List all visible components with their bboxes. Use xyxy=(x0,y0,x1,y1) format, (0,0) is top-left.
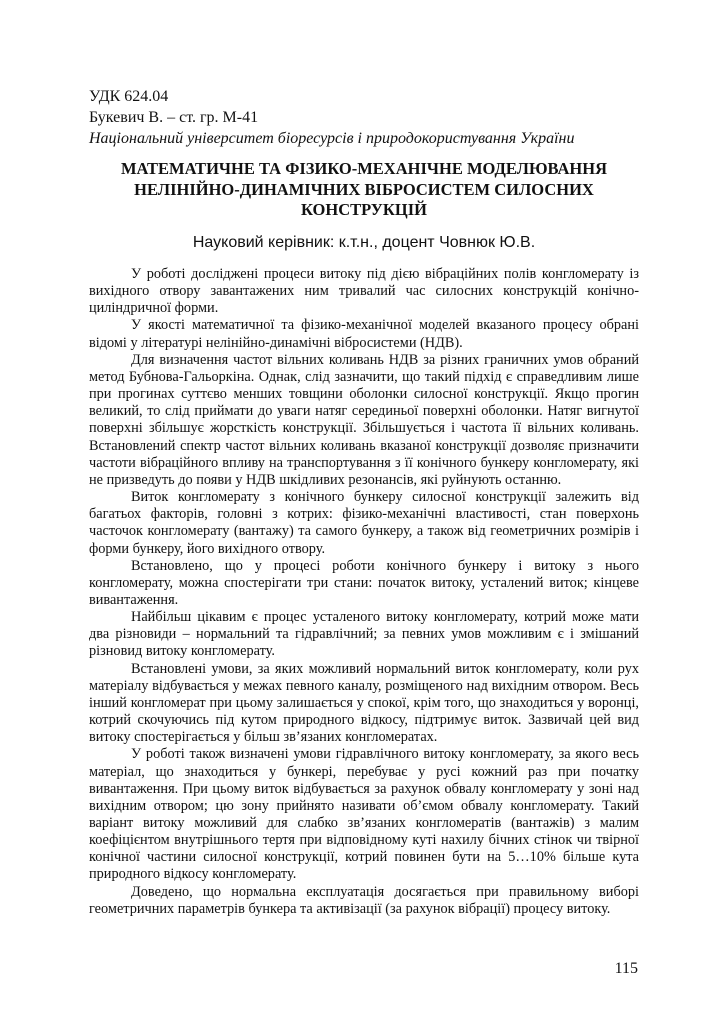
author-line: Букевич В. – ст. гр. М-41 xyxy=(89,109,259,126)
page-number: 115 xyxy=(614,960,638,977)
paragraph: Для визначення частот вільних коливань НДВ за різних граничних умов обраний метод Бубнова-Гальоркіна. Однак, слід зазначити, що такий підхід є справедливим лише при прогинах суттєво менших товщини оболонки силосної конструкції. Якщо прогин великий, то слід приймати до уваги натяг серединьої поверхні оболонки. Натяг вигнутої поверхні збільшує жорсткість конструкції. Збільшується і частота її вільних коливань. Встановлений спектр частот вільних коливань вказаної конструкції дозволяє призначити частоти вібраційного впливу на транспортування з її конічного бункеру конгломерату, які не призведуть до появи у НДВ шкідливих резонансів, які руйнують останню. xyxy=(89,351,639,488)
article-body xyxy=(89,266,639,918)
article-title: МАТЕМАТИЧНЕ ТА ФІЗИКО-МЕХАНІЧНЕ МОДЕЛЮВАННЯ НЕЛІНІЙНО-ДИНАМІЧНИХ ВІБРОСИСТЕМ СИЛОСНИХ КОНСТРУКЦІЙ xyxy=(120,159,608,219)
paragraph: Встановлені умови, за яких можливий нормальний виток конгломерату, коли рух матеріалу відбувається у межах певного каналу, розміщеного над вихідним отвором. Весь інший конгломерат при цьому залишається у спокої, крім того, що знаходиться у воронці, котрий скочуючись під кутом природного відкосу, підтримує виток. Зазвичай цей вид витоку спостерігається у більш зв’язаних конгломератах. xyxy=(89,660,639,746)
affiliation: Національний університет біоресурсів і природокористування України xyxy=(89,130,575,147)
paragraph: У якості математичної та фізико-механічної моделей вказаного процесу обрані відомі у літературі нелінійно-динамічні вібросистеми (НДВ). xyxy=(89,317,639,351)
paragraph: У роботі також визначені умови гідравлічного витоку конгломерату, за якого весь матеріал, що знаходиться у бункері, перебуває у русі кожний раз при початку вивантаження. При цьому виток відбувається за рахунок обвалу конгломерату у зоні над вихідним отвором; цю зону прийнято називати об’ємом обвалу конгломерату. Такий варіант витоку можливий для слабко зв’язаних конгломератів (вантажів) з малим коефіцієнтом внутрішнього тертя при відповідному куті нахилу бічних стінок чи твірної конічної частини силосної конструкції, котрий повинен бути на 5…10% більше кута природного відкосу конгломерату. xyxy=(89,746,639,883)
article-header xyxy=(89,86,574,149)
supervisor-line: Науковий керівник: к.т.н., доцент Човнюк Ю.В. xyxy=(192,234,536,251)
paragraph: Встановлено, що у процесі роботи конічного бункеру і витоку з нього конгломерату, можна спостерігати три стани: початок витоку, усталений виток; кінцеве вивантаження. xyxy=(89,557,639,608)
paragraph: Доведено, що нормальна експлуатація досягається при правильному виборі геометричних параметрів бункера та активізації (за рахунок вібрації) процесу витоку. xyxy=(89,883,639,917)
paragraph: Найбільш цікавим є процес усталеного витоку конгломерату, котрий може мати два різновиди – нормальний та гідравлічний; за певних умов можливим є і змішаний різновид витоку конгломерату. xyxy=(89,609,639,660)
udc-code: УДК 624.04 xyxy=(89,88,169,105)
paragraph: Виток конгломерату з конічного бункеру силосної конструкції залежить від багатьох факторів, головні з котрих: фізико-механічні властивості, стан поверхонь часточок конгломерату (вантажу) та самого бункеру, а також від геометричних розмірів і форми бункеру, його вихідного отвору. xyxy=(89,489,639,557)
paragraph: У роботі досліджені процеси витоку під дією вібраційних полів конгломерату із вихідного отвору завантажених ним тривалий час силосних конструкцій конічно-циліндричної форми. xyxy=(89,266,639,317)
